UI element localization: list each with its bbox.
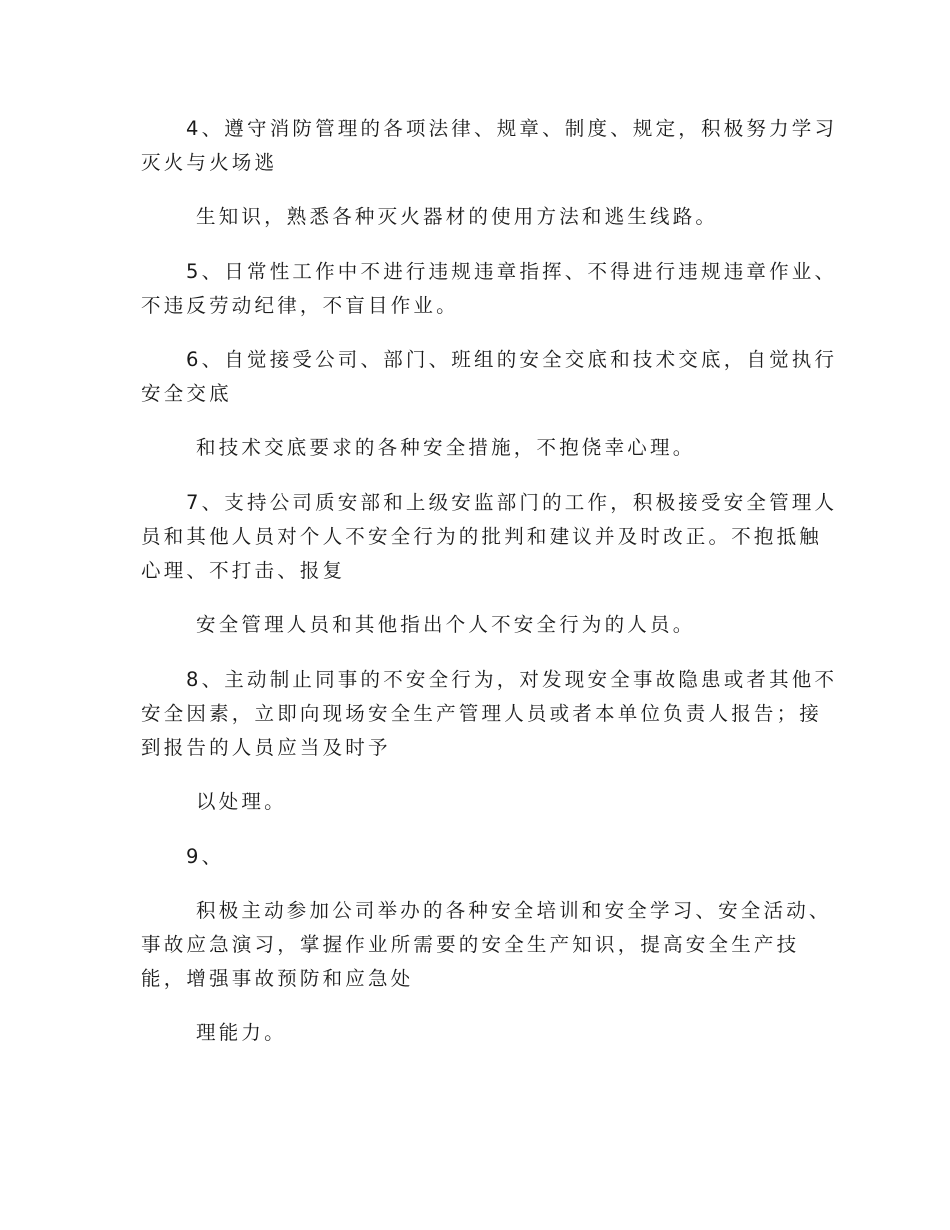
item-7-line-1: 7、支持公司质安部和上级安监部门的工作，积极接受安全管理人 — [186, 491, 838, 514]
item-5-line-2: 不违反劳动纪律，不盲目作业。 — [141, 294, 459, 317]
item-8-line-1: 8、主动制止同事的不安全行为，对发现安全事故隐患或者其他不 — [186, 668, 838, 691]
item-7-line-2: 员和其他人员对个人不安全行为的批判和建议并及时改正。不抱抵触 — [141, 525, 823, 548]
item-4-line-2: 灭火与火场逃 — [141, 151, 278, 174]
item-6-continuation: 和技术交底要求的各种安全措施，不抱侥幸心理。 — [196, 436, 696, 459]
item-8-line-3: 到报告的人员应当及时予 — [141, 736, 391, 759]
item-4-line-1: 4、遵守消防管理的各项法律、规章、制度、规定，积极努力学习 — [186, 117, 838, 140]
item-8-line-2: 安全因素，立即向现场安全生产管理人员或者本单位负责人报告；接 — [141, 702, 823, 725]
item-9-line-1: 积极主动参加公司举办的各种安全培训和安全学习、安全活动、 — [196, 899, 832, 922]
item-8-continuation: 以处理。 — [196, 790, 287, 813]
item-6-line-1: 6、自觉接受公司、部门、班组的安全交底和技术交底，自觉执行 — [186, 348, 838, 371]
item-9-line-3: 能，增强事故预防和应急处 — [141, 967, 414, 990]
item-9-continuation: 理能力。 — [196, 1021, 287, 1044]
item-7-continuation: 安全管理人员和其他指出个人不安全行为的人员。 — [196, 613, 696, 636]
item-5-line-1: 5、日常性工作中不进行违规违章指挥、不得进行违规违章作业、 — [186, 260, 838, 283]
item-6-line-2: 安全交底 — [141, 382, 232, 405]
item-4-continuation: 生知识，熟悉各种灭火器材的使用方法和逃生线路。 — [196, 205, 719, 228]
item-9-number: 9、 — [186, 845, 225, 868]
item-7-line-3: 心理、不打击、报复 — [141, 559, 346, 582]
item-9-line-2: 事故应急演习，掌握作业所需要的安全生产知识，提高安全生产技 — [141, 933, 800, 956]
